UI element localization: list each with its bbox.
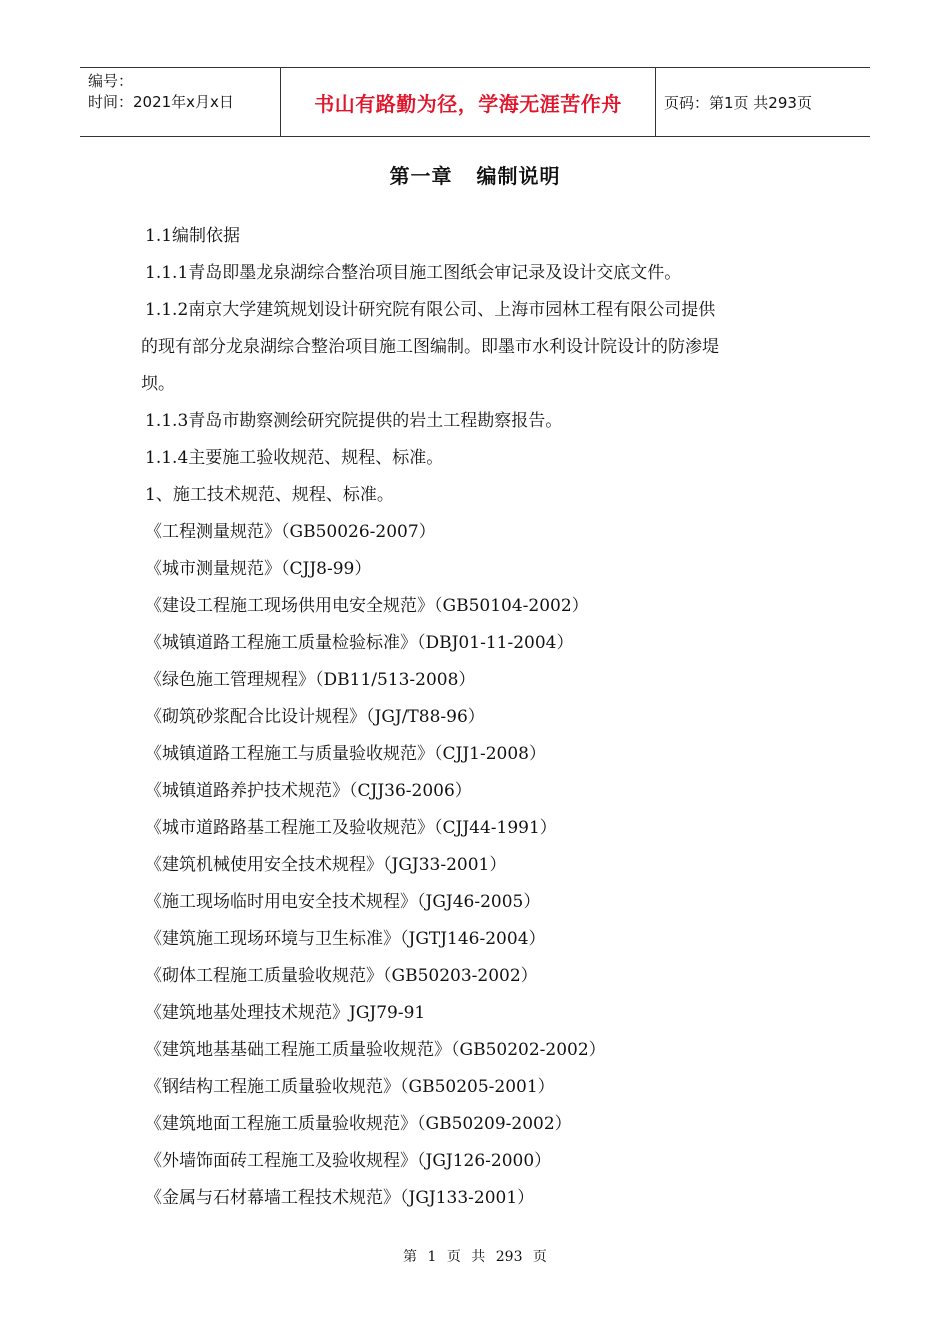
standard-item: 《工程测量规范》（GB50026-2007） [145, 522, 436, 542]
standard-item: 《砌筑砂浆配合比设计规程》（JGJ/T88-96） [145, 707, 485, 727]
standard-item: 《施工现场临时用电安全技术规程》（JGJ46-2005） [145, 892, 541, 912]
document-body [141, 218, 815, 1217]
standard-item: 《城镇道路养护技术规范》（CJJ36-2006） [145, 781, 472, 801]
document-number: 编号： [88, 72, 134, 90]
standard-item: 《建设工程施工现场供用电安全规范》（GB50104-2002） [145, 596, 589, 616]
paragraph-line: 的现有部分龙泉湖综合整治项目施工图编制。即墨市水利设计院设计的防渗堤 [141, 337, 719, 357]
standard-item: 《城市道路路基工程施工及验收规范》（CJJ44-1991） [145, 818, 557, 838]
page-footer: 第 1 页 共 293 页 [403, 1249, 547, 1265]
page-header [80, 67, 870, 137]
standard-item: 《城市测量规范》（CJJ8-99） [145, 559, 372, 579]
chapter-title [0, 160, 950, 189]
standard-item: 《建筑机械使用安全技术规程》（JGJ33-2001） [145, 855, 507, 875]
list-item: 1.1.3青岛市勘察测绘研究院提供的岩土工程勘察报告。 [145, 411, 563, 431]
standard-item: 《建筑地基基础工程施工质量验收规范》（GB50202-2002） [145, 1040, 606, 1060]
standard-item: 《金属与石材幕墙工程技术规范》（JGJ133-2001） [145, 1188, 535, 1208]
header-motto: 书山有路勤为径，学海无涯苦作舟 [280, 68, 656, 136]
standard-item: 《城镇道路工程施工与质量验收规范》（CJJ1-2008） [145, 744, 546, 764]
standard-item: 《砌体工程施工质量验收规范》（GB50203-2002） [145, 966, 538, 986]
header-page-number: 页码：第1页 共293页 [664, 93, 812, 112]
list-item: 1.1.4主要施工验收规范、规程、标准。 [145, 448, 444, 468]
document-date: 时间：2021年x月x日 [88, 93, 234, 111]
standard-item: 《建筑施工现场环境与卫生标准》（JGTJ146-2004） [145, 929, 546, 949]
paragraph-line: 1.1.2南京大学建筑规划设计研究院有限公司、上海市园林工程有限公司提供 [145, 300, 716, 320]
standard-item: 《建筑地面工程施工质量验收规范》（GB50209-2002） [145, 1114, 572, 1134]
standard-item: 《城镇道路工程施工质量检验标准》（DBJ01-11-2004） [145, 633, 574, 653]
paragraph-line: 坝。 [141, 374, 175, 394]
section-heading: 1.1编制依据 [145, 226, 241, 246]
list-item: 1、施工技术规范、规程、标准。 [145, 485, 394, 505]
list-item: 1.1.1青岛即墨龙泉湖综合整治项目施工图纸会审记录及设计交底文件。 [145, 263, 682, 283]
header-meta [80, 68, 280, 136]
standard-item: 《外墙饰面砖工程施工及验收规程》（JGJ126-2000） [145, 1151, 552, 1171]
standard-item: 《钢结构工程施工质量验收规范》（GB50205-2001） [145, 1077, 555, 1097]
standard-item: 《建筑地基处理技术规范》JGJ79-91 [145, 1003, 426, 1023]
chapter-name: 编制说明 [476, 164, 561, 188]
chapter-number: 第一章 [389, 164, 453, 188]
standard-item: 《绿色施工管理规程》（DB11/513-2008） [145, 670, 476, 690]
